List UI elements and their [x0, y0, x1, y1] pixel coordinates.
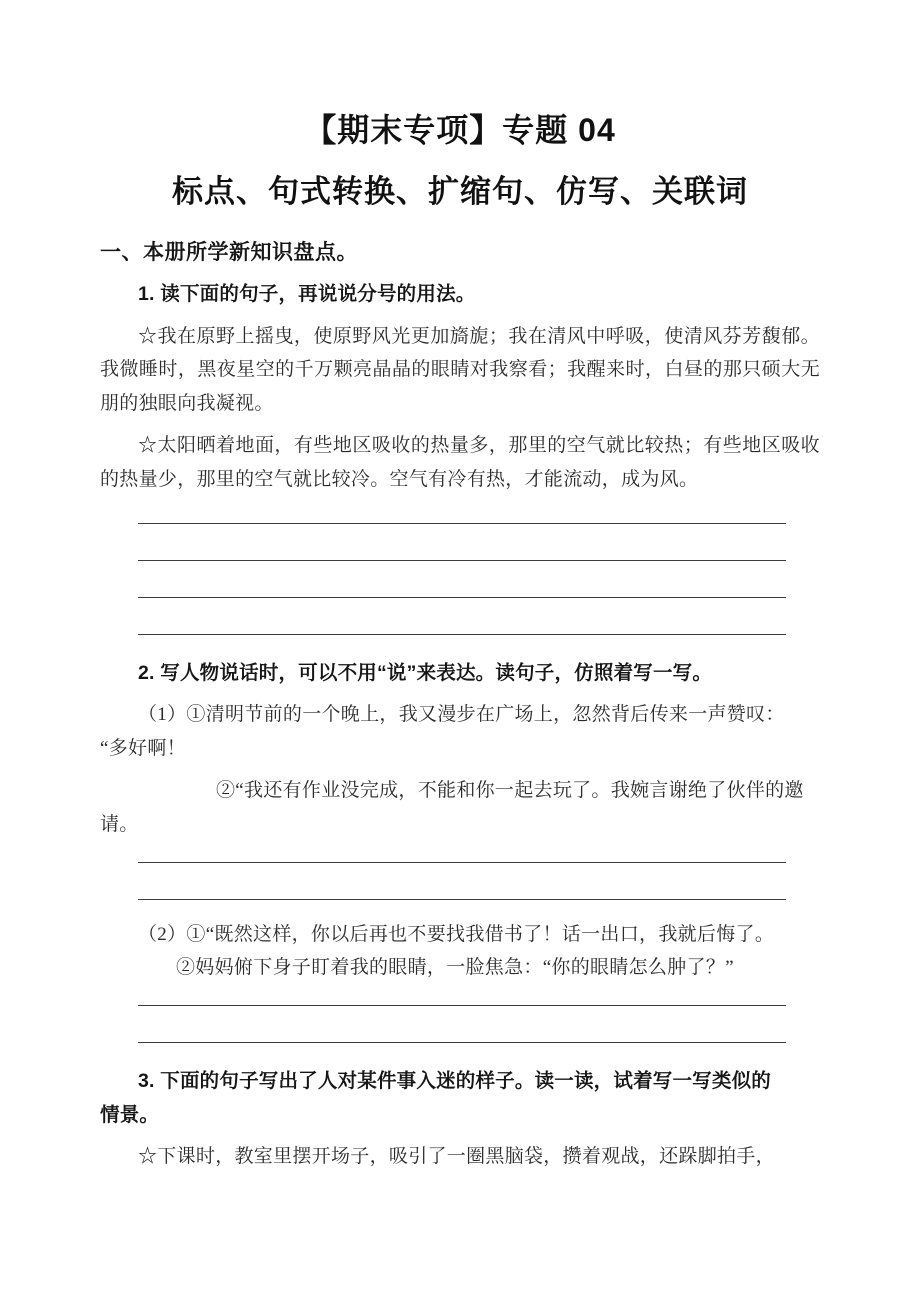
question-1-answer-area[interactable] [100, 497, 820, 635]
spacer [100, 524, 820, 560]
question-2-2-answer-area[interactable] [100, 985, 820, 1043]
question-2-2-item-1: （2）①“既然这样，你以后再也不要找我借书了！话一出口，我就后悔了。 [138, 923, 775, 945]
question-3-example: ☆下课时，教室里摆开场子，吸引了一圈黑脑袋，攒着观战，还跺脚拍手， [138, 1146, 775, 1168]
spacer [100, 421, 820, 429]
spacer [100, 561, 820, 597]
question-2-1-answer-area[interactable] [100, 842, 820, 900]
page-title: 【期末专项】专题 04 [304, 112, 616, 148]
question-1-stem: 1. 读下面的句子，再说说分号的用法。 [138, 283, 476, 306]
question-3-stem-line-2: 情景。 [100, 1103, 160, 1126]
question-2-stem: 2. 写人物说话时，可以不用“说”来表达。读句子，仿照着写一写。 [138, 661, 713, 684]
spacer [100, 1132, 820, 1140]
spacer [100, 266, 820, 278]
spacer [100, 497, 820, 523]
question-3-stem-line-1: 3. 下面的句子写出了人对某件事入迷的样子。读一读，试着写一写类似的 [138, 1070, 771, 1093]
question-1-example-2: ☆太阳晒着地面，有些地区吸收的热量多，那里的空气就比较热；有些地区吸收的热量少，那里的空气就比较冷。空气有冷有热，才能流动，成为风。 [100, 435, 820, 490]
spacer [100, 766, 820, 774]
spacer [100, 1043, 820, 1065]
spacer [100, 690, 820, 698]
page-subtitle: 标点、句式转换、扩缩句、仿写、关联词 [172, 174, 748, 210]
spacer [100, 312, 820, 320]
question-1-example-1: ☆我在原野上摇曳，使原野风光更加旖旎；我在清风中呼吸，使清风芬芳馥郁。我微睡时，黑夜星空的千万颗亮晶晶的眼睛对我察看；我醒来时，白昼的那只硕大无朋的独眼向我凝视。 [100, 325, 820, 415]
spacer [100, 900, 820, 918]
spacer [100, 598, 820, 634]
question-2-2-item-2: ②妈妈俯下身子盯着我的眼睛，一脸焦急：“你的眼睛怎么肿了？” [176, 957, 734, 979]
question-2-1-item-2: ②“我还有作业没完成，不能和你一起去玩了。我婉言谢绝了伙伴的邀 [216, 779, 804, 801]
spacer [100, 842, 820, 862]
spacer [100, 863, 820, 899]
question-2-1-item-1-cont: “多好啊！ [100, 738, 186, 760]
spacer [100, 635, 820, 657]
spacer [100, 985, 820, 1005]
question-2-1-item-1: （1）①清明节前的一个晚上，我又漫步在广场上，忽然背后传来一声赞叹： [138, 704, 785, 726]
question-2-1-item-2-cont: 请。 [100, 813, 139, 835]
spacer [100, 1006, 820, 1042]
section-heading: 一、本册所学新知识盘点。 [100, 240, 358, 264]
